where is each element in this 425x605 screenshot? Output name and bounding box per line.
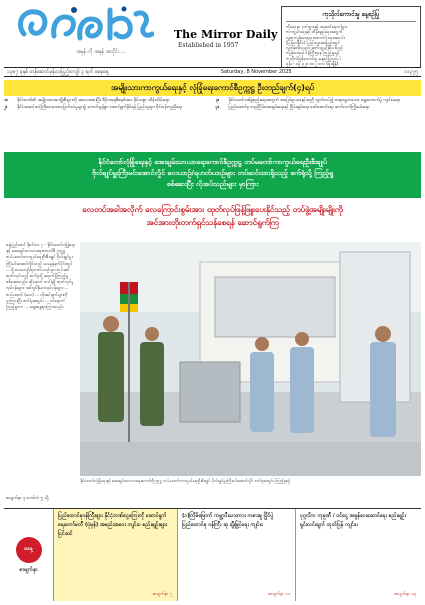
objectives-banner bbox=[4, 80, 421, 96]
teaser-item[interactable] bbox=[178, 509, 296, 601]
teaser-page-ref[interactable]: စာမျက်နှာ ၁၃ bbox=[394, 592, 416, 597]
continued-note[interactable]: စာမျက်နှာ ၃ ကော်လံ ၅ သို့ bbox=[6, 496, 49, 501]
item-text: နိုင်ငံအဆင့်ဆင့်ကြီးမားသောပြောင်းလဲမှုများ၌ ကောင်းမွန်စွာ ဆောင်ရွက်နိုင်ရန် ပြည်သူများ ဝိုင်းဝန်းကူညီရေး bbox=[17, 104, 182, 110]
promo-line: ဖုန်း - ၀၉ ၄၂၀ ၀၁၂ ၁၁၁ (ရုံးချိန်) bbox=[286, 61, 339, 67]
objectives-col-right bbox=[216, 98, 422, 148]
item-text: ပြည်ထောင်စု တည်ငြိမ်အေးချမ်းရေးနှင့် ငြိမ်းချမ်းရေး ဖော်ဆောင်ရေး ဆက်လက်ကြိုးပမ်းရေး bbox=[228, 104, 370, 110]
english-date: Saturday, 8 November 2025 bbox=[220, 69, 292, 75]
factory-photo-illustration bbox=[80, 242, 421, 476]
teaser-item[interactable] bbox=[296, 509, 421, 601]
promo-line: ကျန်းမာရေး ဝန်ကြီးဌာန ကြည့်ရှုရန် bbox=[286, 50, 339, 56]
teaser-page-ref[interactable]: စာမျက်နှာ ၇ bbox=[152, 592, 172, 597]
main-headline[interactable] bbox=[4, 203, 421, 237]
list-item bbox=[4, 98, 210, 104]
teaser-page-ref[interactable]: စာမျက်နှာ ၁၁ bbox=[268, 592, 290, 597]
headline-line: လေတပ်အခါအလိုက် လေကြောင်းစွမ်းအား ထုတ်လုပ်ဖြန့်ဖြူးပေးနိုင်သည့် တပ်ဖွဲ့အမျိုးမျိုးကို bbox=[82, 205, 343, 214]
newspaper-logo[interactable] bbox=[6, 6, 278, 56]
paper-name: The Mirror Daily bbox=[174, 28, 278, 41]
issue-number: ၁၁၃၇၅ bbox=[403, 68, 418, 75]
headline-line: အင်အားတိုးတက်ရှင်သန်စေရန် ဆောင်ရွက်ကြ bbox=[146, 218, 279, 227]
teaser-text: ပုဂ္ဂလိက ကုမ္ပဏီ / ဝင်ငွေ အခွန်ပေးဆောင်ရေး စည်းမျဉ်း ရှင်းလင်းချက် ထုတ်ပြန် ကျင်းပ bbox=[300, 513, 406, 528]
myanmar-date: ၁၃၈၇ ခုနှစ် တန်ဆောင်မုန်းလပြည့်ကျော် ၃ ရက် စနေနေ့ bbox=[7, 68, 109, 75]
teaser-text: ပြည်ထောင်စုဝန်ကြီးများ နိုင်ငံ့ဘဏ်ငွေကြေးကို ဆောင်ရွက်ရေးကော်မတီ (ပုံမှန်) အစည်းအဝေး ကျင်းပ စည်းမျဉ်းများ ပြင်ဆင် bbox=[58, 513, 168, 537]
photo-caption: နိုင်ငံတော်လုံခြုံရေးနှင့် အေးချမ်းသာယာရေးကောင်စီဥက္ကဋ္ဌ တပ်မတော်ကာကွယ်ရေးဦးစီးချုပ် ဗိုလ်ချုပ်မှူးကြီးမင်းအောင်လှိုင် စက်ရုံအတွင်း ကြည့်ရှုစဉ် bbox=[80, 478, 291, 483]
list-item bbox=[4, 105, 210, 111]
inside-box bbox=[4, 509, 54, 601]
date-bar bbox=[4, 67, 421, 77]
list-item bbox=[216, 98, 422, 104]
promo-line: (မြန်မာနိုင်ငံ) ပြည်သူ့ဆေးရုံများတွင် bbox=[286, 39, 340, 45]
teaser-text: (၁)ကြိမ်မြောက် ကမ္ဘာ့ပီးယားကား ကစားမှု ပြိုင်ပွဲ ပြည်ထောင်စု ဝန်ကြီး ဆု ချီးမြှင့်ရေး ကျင်းပ bbox=[182, 513, 274, 528]
item-number: ၄။ bbox=[215, 104, 220, 110]
inside-label: စာမျက်နှာ bbox=[19, 566, 38, 573]
promo-line: ကာကွယ်ရေးနှင့် ထိန်းချုပ်ရေးအတွက် bbox=[286, 29, 343, 35]
item-text: နိုင်ငံတော်သစ်ဖွဲ့စည်းရေးအတွက် အခြေခံဥပဒေနှင့်အညီ လွတ်လပ်၍ တရားမျှတသော ရွေးကောက်ပွဲ ကျင်းပရေး bbox=[228, 98, 400, 103]
lead-line: နိုင်ငံတော်လုံခြုံရေးနှင့် အေးချမ်းသာယာရေးကောင်စီဥက္ကဋ္ဌ တပ်မတော်ကာကွယ်ရေးဦးစီးချုပ် bbox=[98, 158, 327, 166]
logo-tagline: အမှန် ကို အမှန် အတိုင်း ... bbox=[76, 49, 126, 55]
item-number: ၃။ bbox=[215, 98, 220, 103]
list-item bbox=[216, 105, 422, 111]
item-number: ၁။ bbox=[4, 98, 8, 103]
teaser-item[interactable] bbox=[54, 509, 178, 601]
objectives-list bbox=[4, 98, 421, 148]
lead-line: စစ်ဆေးပြီး လိုအပ်သည်များ မှာကြား bbox=[166, 180, 259, 188]
promo-title: ကုသိုလ်ကောင်းမှု နေ့စဉ်ပြု bbox=[286, 10, 416, 22]
item-number: ၂။ bbox=[4, 104, 8, 110]
promo-box bbox=[281, 6, 421, 68]
promo-line: ကုသိုလ်ဖြစ်ကောင်းမှု နေ့စဉ်ပြုလုပ်ပါ bbox=[286, 55, 341, 61]
lead-line: ဗိုလ်ချုပ်မှူးကြီးမင်းအောင်လှိုင် လေယာဉ်/ရဟတ်ယာဉ်များ တပ်ဆင်ထားရှိသည့် စက်ရုံသို့ ကြည့်ရှု bbox=[91, 169, 334, 177]
article-body: နေပြည်တော် နိုဝင်ဘာ ၇ - နိုင်ငံတော်လုံခြုံရေးနှင့် အေးချမ်းသာယာရေးကောင်စီ ဥက္ကဋ္ဌ တပ်မတော်ကာကွယ်ရေးဦးစီးချုပ် ဗိုလ်ချုပ်မှူးကြီးမင်းအောင်လှိုင်သည် ယနေ့နံနက်ပိုင်းတွင် ... ရှိ လေယာဉ်/ရဟတ်ယာဉ်များ တပ်ဆင်ထုတ်လုပ်သည့် စက်ရုံသို့ ရောက်ရှိကြည့်ရှု စစ်ဆေးသည်။ ထိုနောက် စက်ရုံရှိ ထုတ်လုပ်မှုလုပ်ငန်းများ၊ အင်ဂျင်နီယာလုပ်ငန်းများ ... တပ်မတော် (လေ) ... လိုအပ်ချက်များကို မှာကြားပြီး စက်ရုံအတွင်း ... ဝင်ရောက်ကြည့်ရှုကာ ... ဆွေးနွေးမှာကြားသည်။ bbox=[6, 242, 76, 310]
promo-line: လှူဒါန်းလိုသူများ ဆက်သွယ်နိုင်ပါသည် bbox=[286, 45, 344, 51]
news-photo[interactable] bbox=[80, 242, 421, 476]
masthead bbox=[6, 6, 419, 67]
established-text: Established in 1957 bbox=[178, 42, 239, 49]
teaser-strip bbox=[4, 508, 421, 601]
objectives-col-left bbox=[4, 98, 210, 148]
promo-line: လူထုကျန်းမာရေး ထောက်ပံ့ရေးအသင်း bbox=[286, 34, 345, 40]
inside-badge: မနေ့ bbox=[16, 537, 42, 563]
banner-text: အမျိုးသားကာကွယ်ရေးနှင့် လုံခြုံရေးကောင်စီဥက္ကဋ္ဌ ဦးတည်ချက်(၄)ရပ် bbox=[110, 83, 315, 92]
logo-script-icon bbox=[14, 4, 154, 48]
lead-headline[interactable] bbox=[4, 152, 421, 198]
item-text: နိုင်ငံတော်၏ အမျိုးသားအကျိုးစီးပွားကို အလေးထားပြီး ဒီမိုကရေစီစနစ်အား ခိုင်မာစွာ ထိန်းသိမ်းရေး bbox=[17, 98, 170, 103]
promo-lines bbox=[286, 24, 416, 66]
promo-line: ကိုရောနာ ငှက်ဖျားနှင့် အဆုတ်ရောဂါများ bbox=[286, 24, 348, 29]
